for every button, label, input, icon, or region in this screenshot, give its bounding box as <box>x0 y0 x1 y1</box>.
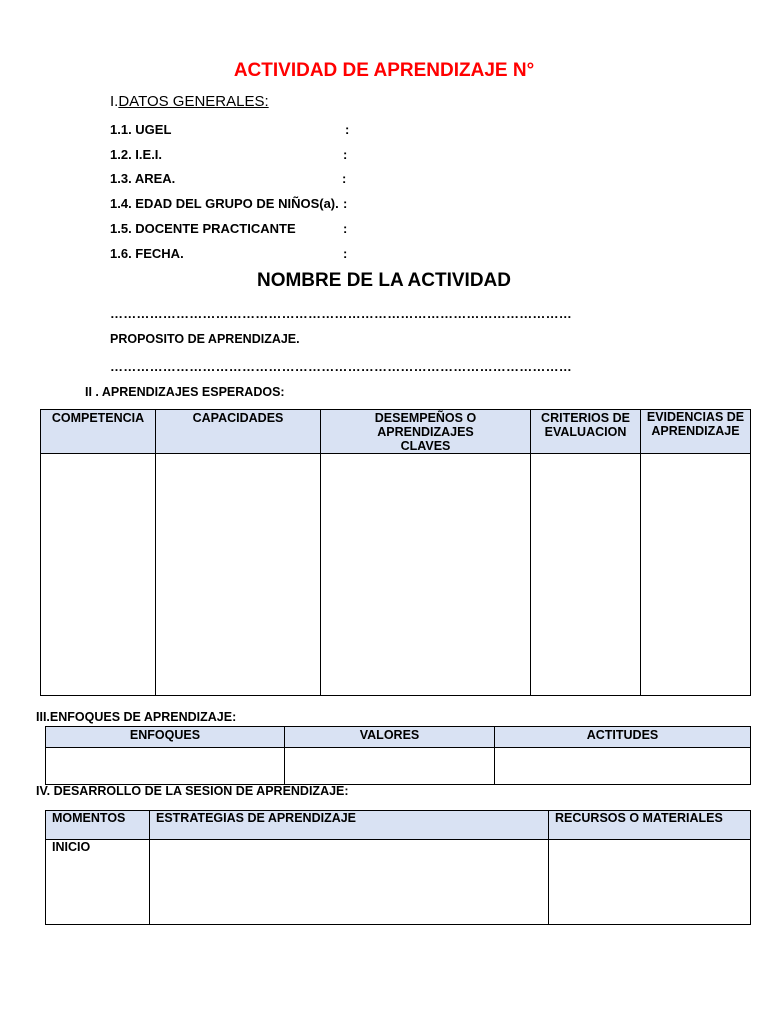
header-evidencias: EVIDENCIAS DE APRENDIZAJE <box>641 410 751 454</box>
field-docente-label: 1.5. DOCENTE PRACTICANTE <box>110 221 296 236</box>
header-estrategias: ESTRATEGIAS DE APRENDIZAJE <box>150 811 549 840</box>
header-desempenos: DESEMPEÑOS O APRENDIZAJES CLAVES <box>321 410 531 454</box>
field-fecha-label: 1.6. FECHA. <box>110 246 184 261</box>
field-edad-label: 1.4. EDAD DEL GRUPO DE NIÑOS(a). <box>110 196 339 211</box>
header-valores: VALORES <box>285 727 495 748</box>
cell-estrategias[interactable] <box>150 840 549 925</box>
session-development-table <box>45 810 751 925</box>
section-1-title: DATOS GENERALES: <box>118 93 269 110</box>
section-3-heading: III.ENFOQUES DE APRENDIZAJE: <box>36 710 237 724</box>
cell-valores[interactable] <box>285 748 495 785</box>
cell-evidencias[interactable] <box>641 454 751 696</box>
cell-competencia[interactable] <box>41 454 156 696</box>
field-area-label: 1.3. AREA. <box>110 171 176 186</box>
field-edad-colon: : <box>343 196 348 211</box>
field-iei-colon: : <box>343 147 348 162</box>
field-fecha-colon: : <box>343 246 348 261</box>
header-criterios: CRITERIOS DE EVALUACION <box>531 410 641 454</box>
purpose-dotted-line: …………………………………………………………………………………………… <box>110 359 572 374</box>
section-1-number: I. <box>110 93 119 110</box>
cell-capacidades[interactable] <box>156 454 321 696</box>
header-recursos: RECURSOS O MATERIALES <box>549 811 751 840</box>
field-area-colon: : <box>342 171 347 186</box>
cell-desempenos[interactable] <box>321 454 531 696</box>
cell-enfoques[interactable] <box>46 748 285 785</box>
document-title: ACTIVIDAD DE APRENDIZAJE N° <box>233 60 535 81</box>
header-momentos: MOMENTOS <box>46 811 150 840</box>
cell-criterios[interactable] <box>531 454 641 696</box>
cell-inicio: INICIO <box>46 840 150 925</box>
section-2-heading: II . APRENDIZAJES ESPERADOS: <box>85 385 285 399</box>
field-iei-label: 1.2. I.E.I. <box>110 147 163 162</box>
field-ugel-label: 1.1. UGEL <box>110 122 172 137</box>
expected-learning-table <box>40 409 751 696</box>
header-enfoques: ENFOQUES <box>46 727 285 748</box>
cell-actitudes[interactable] <box>495 748 751 785</box>
section-4-heading: IV. DESARROLLO DE LA SESION DE APRENDIZAJE: <box>36 784 349 798</box>
header-capacidades: CAPACIDADES <box>156 410 321 454</box>
activity-name-dotted-line: …………………………………………………………………………………………… <box>110 306 572 321</box>
field-docente-colon: : <box>343 221 348 236</box>
purpose-label: PROPOSITO DE APRENDIZAJE. <box>110 332 300 346</box>
cell-recursos[interactable] <box>549 840 751 925</box>
activity-name-heading: NOMBRE DE LA ACTIVIDAD <box>256 270 512 291</box>
approaches-table <box>45 726 751 785</box>
section-1-heading <box>110 93 269 110</box>
field-ugel-colon: : <box>345 122 350 137</box>
header-competencia: COMPETENCIA <box>41 410 156 454</box>
header-actitudes: ACTITUDES <box>495 727 751 748</box>
